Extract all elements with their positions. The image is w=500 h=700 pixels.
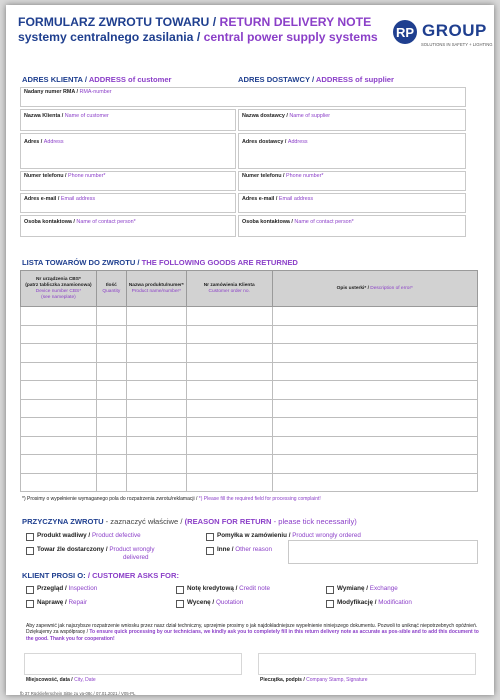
col-quantity: Ilość Quantity: [96, 271, 126, 307]
table-cell[interactable]: [272, 473, 477, 492]
goods-heading: LISTA TOWARÓW DO ZWROTU / THE FOLLOWING GOODS ARE RETURNED: [22, 258, 298, 267]
asks-heading: KLIENT PROSI O: / CUSTOMER ASKS FOR:: [22, 571, 179, 580]
supplier-phone-label: Numer telefonu / Phone number*: [242, 173, 324, 179]
reason-heading: PRZYCZYNA ZWROTU - zaznaczyć właściwe / (REASON FOR RETURN - please tick necessarily): [22, 517, 357, 526]
table-cell[interactable]: [96, 325, 126, 344]
table-cell[interactable]: [96, 473, 126, 492]
table-cell[interactable]: [21, 344, 97, 363]
table-cell[interactable]: [186, 455, 272, 474]
quotation-label: Wycenę / Quotation: [187, 599, 244, 606]
table-cell[interactable]: [21, 473, 97, 492]
table-cell[interactable]: [21, 455, 97, 474]
stamp-signature-label: Pieczątka, podpis / Company Stamp, Signature: [260, 677, 368, 683]
customer-name-label: Nazwa Klienta / Name of customer: [24, 113, 109, 119]
table-cell[interactable]: [272, 362, 477, 381]
table-cell[interactable]: [96, 362, 126, 381]
svg-text:RP: RP: [396, 25, 415, 40]
customer-phone-label: Numer telefonu / Phone number*: [24, 173, 106, 179]
table-cell[interactable]: [186, 362, 272, 381]
place-date-field[interactable]: [24, 653, 242, 675]
table-cell[interactable]: [126, 399, 186, 418]
table-cell[interactable]: [186, 418, 272, 437]
table-cell[interactable]: [186, 325, 272, 344]
customer-address-label: Adres / Address: [24, 139, 64, 145]
document-footer: fb 37 Rücklieferschein SiBe zu va-08c / 07.01.2021 / V05-PL: [20, 691, 136, 695]
table-row: [21, 399, 478, 418]
table-cell[interactable]: [186, 344, 272, 363]
table-cell[interactable]: [126, 455, 186, 474]
subtitle-pl: systemy centralnego zasilania /: [18, 30, 201, 44]
table-cell[interactable]: [126, 381, 186, 400]
repair-checkbox[interactable]: [26, 600, 34, 608]
table-cell[interactable]: [272, 381, 477, 400]
table-cell[interactable]: [272, 436, 477, 455]
table-row: [21, 325, 478, 344]
other-reason-label: Inne / Other reason: [217, 546, 272, 553]
place-date-label: Miejscowość, data / City, Date: [26, 677, 96, 683]
instructions-paragraph: Aby zapewnić jak najszybsze rozpatrzenie wniosku przez nasz dział techniczny, uprzejmie prosimy o jak najdokładniejsze wypełnienie niniejszego dokumentu. Pozwoli to uniknąć niepotrzebnych opóźnień. Dziękujemy za współpracę / To ensure quick processing by our technicians, we kindly ask you to completely fill in this return delivery note as accurate as pos-sible and to add this document to the good. Thank you for cooperation!: [26, 623, 479, 642]
table-cell[interactable]: [272, 325, 477, 344]
col-device-number: Nr urządzenia CBS* (patrz tabliczka znamionowa) Device number CBS* (see nameplate): [21, 271, 97, 307]
table-cell[interactable]: [186, 399, 272, 418]
logo-tagline: SOLUTIONS IN SAFETY + LIGHTING: [421, 42, 493, 47]
table-cell[interactable]: [272, 399, 477, 418]
return-form-sheet: [6, 5, 494, 695]
other-reason-checkbox[interactable]: [206, 547, 214, 555]
credit-note-label: Notę kredytową / Credit note: [187, 585, 270, 592]
rma-number-label: Nadany numer RMA / RMA-number: [24, 89, 112, 95]
supplier-address-label: Adres dostawcy / Address: [242, 139, 308, 145]
table-row: [21, 381, 478, 400]
title-en: RETURN DELIVERY NOTE: [219, 15, 372, 29]
modification-checkbox[interactable]: [326, 600, 334, 608]
table-cell[interactable]: [21, 381, 97, 400]
table-row: [21, 455, 478, 474]
goods-table-header: [21, 271, 478, 307]
table-cell[interactable]: [126, 307, 186, 326]
table-cell[interactable]: [272, 418, 477, 437]
col-customer-order: Nr zamówienia Klienta Customer order no.: [186, 271, 272, 307]
table-cell[interactable]: [272, 455, 477, 474]
defective-checkbox[interactable]: [26, 533, 34, 541]
col-product-name: Nazwa produktu/numer* Product name/number*: [126, 271, 186, 307]
col-error-description: Opis usterki* / Description of error*: [272, 271, 477, 307]
table-row: [21, 344, 478, 363]
table-cell[interactable]: [21, 436, 97, 455]
repair-label: Naprawę / Repair: [37, 599, 88, 606]
table-cell[interactable]: [186, 473, 272, 492]
table-cell[interactable]: [96, 455, 126, 474]
logo-word: GROUP: [422, 21, 487, 40]
supplier-address-heading: ADRES DOSTAWCY / ADDRESS of supplier: [238, 75, 394, 84]
defective-label: Produkt wadliwy / Product defective: [37, 532, 141, 539]
modification-label: Modyfikację / Modification: [337, 599, 412, 606]
customer-address-heading: ADRES KLIENTA / ADDRESS of customer: [22, 75, 172, 84]
table-cell[interactable]: [21, 362, 97, 381]
inspection-checkbox[interactable]: [26, 586, 34, 594]
exchange-label: Wymianę / Exchange: [337, 585, 398, 592]
table-cell[interactable]: [96, 344, 126, 363]
table-cell[interactable]: [96, 418, 126, 437]
wrong-ordered-checkbox[interactable]: [206, 533, 214, 541]
table-cell[interactable]: [96, 436, 126, 455]
table-cell[interactable]: [272, 344, 477, 363]
credit-note-checkbox[interactable]: [176, 586, 184, 594]
table-cell[interactable]: [126, 362, 186, 381]
wrong-delivered-checkbox[interactable]: [26, 547, 34, 555]
table-cell[interactable]: [126, 344, 186, 363]
table-cell[interactable]: [186, 307, 272, 326]
table-row: [21, 418, 478, 437]
table-cell[interactable]: [126, 436, 186, 455]
table-cell[interactable]: [21, 418, 97, 437]
table-cell[interactable]: [21, 325, 97, 344]
table-cell[interactable]: [96, 307, 126, 326]
stamp-signature-field[interactable]: [258, 653, 476, 675]
table-cell[interactable]: [96, 381, 126, 400]
exchange-checkbox[interactable]: [326, 586, 334, 594]
table-cell[interactable]: [21, 307, 97, 326]
title-pl: FORMULARZ ZWROTU TOWARU /: [18, 15, 217, 29]
quotation-checkbox[interactable]: [176, 600, 184, 608]
table-cell[interactable]: [126, 473, 186, 492]
wrong-delivered-label: Towar źle dostarczony / Product wrongly delivered: [37, 546, 155, 561]
table-cell[interactable]: [21, 399, 97, 418]
customer-email-label: Adres e-mail / Email address: [24, 196, 96, 202]
wrong-ordered-label: Pomyłka w zamówieniu / Product wrongly ordered: [217, 532, 361, 539]
other-reason-field[interactable]: [288, 540, 478, 564]
required-fields-note: *) Prosimy o wypełnienie wymaganego pola do rozpatrzenia zwrotu/reklamacji / *) Please fill the required field for processing complaint!: [22, 496, 321, 502]
table-cell[interactable]: [96, 399, 126, 418]
table-row: [21, 473, 478, 492]
inspection-label: Przegląd / Inspection: [37, 585, 98, 592]
subtitle-en: central power supply systems: [203, 30, 378, 44]
table-cell[interactable]: [186, 436, 272, 455]
table-row: [21, 362, 478, 381]
table-row: [21, 307, 478, 326]
table-row: [21, 436, 478, 455]
supplier-email-label: Adres e-mail / Email address: [242, 196, 314, 202]
customer-contact-label: Osoba kontaktowa / Name of contact person*: [24, 219, 136, 225]
goods-table: [20, 270, 478, 492]
table-cell[interactable]: [186, 381, 272, 400]
form-title: [18, 15, 378, 45]
supplier-name-label: Nazwa dostawcy / Name of supplier: [242, 113, 331, 119]
supplier-contact-label: Osoba kontaktowa / Name of contact person*: [242, 219, 354, 225]
rp-group-logo: [392, 19, 493, 53]
table-cell[interactable]: [126, 325, 186, 344]
table-cell[interactable]: [126, 418, 186, 437]
table-cell[interactable]: [272, 307, 477, 326]
